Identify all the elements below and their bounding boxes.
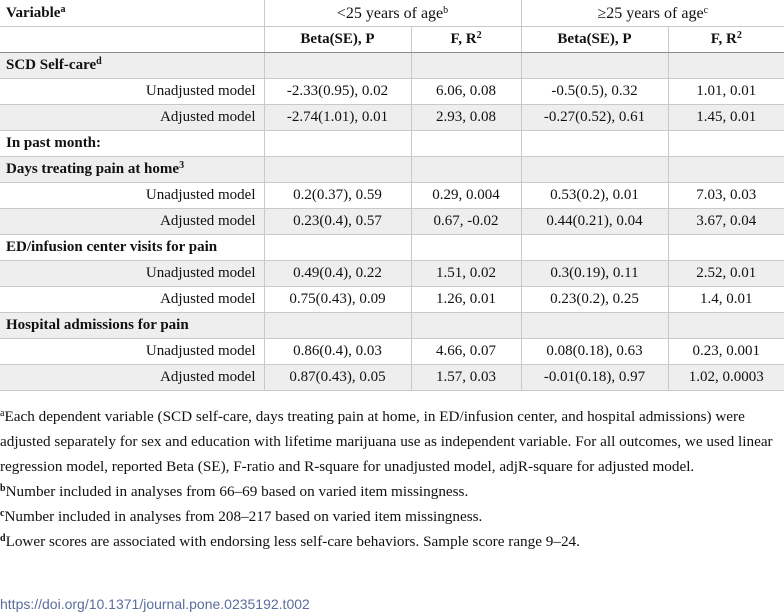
f-over25-cell: 3.67, 0.04 bbox=[668, 209, 784, 235]
section-row bbox=[0, 157, 784, 183]
beta-under25-cell: 0.2(0.37), 0.59 bbox=[264, 183, 411, 209]
beta-over25-cell: 0.08(0.18), 0.63 bbox=[521, 339, 668, 365]
beta-under25-cell: 0.75(0.43), 0.09 bbox=[264, 287, 411, 313]
f-under25-cell: 1.51, 0.02 bbox=[411, 261, 521, 287]
f-over25-cell: 0.23, 0.001 bbox=[668, 339, 784, 365]
empty-cell bbox=[264, 157, 411, 183]
beta-over25-cell: 0.53(0.2), 0.01 bbox=[521, 183, 668, 209]
over25-group-header: ≥25 years of age$^c$ bbox=[521, 0, 784, 27]
beta-over25-cell: 0.3(0.19), 0.11 bbox=[521, 261, 668, 287]
beta-over25-cell: -0.01(0.18), 0.97 bbox=[521, 365, 668, 391]
empty-cell bbox=[668, 131, 784, 157]
empty-cell bbox=[521, 157, 668, 183]
section-title: SCD Self-care$^d$ bbox=[0, 53, 264, 79]
table-row bbox=[0, 79, 784, 105]
beta-under25-cell: 0.49(0.4), 0.22 bbox=[264, 261, 411, 287]
header-row-groups bbox=[0, 0, 784, 27]
f-over25-cell: 2.52, 0.01 bbox=[668, 261, 784, 287]
table-row bbox=[0, 261, 784, 287]
under25-group-header: <25 years of age$^b$ bbox=[264, 0, 521, 27]
beta-over25-cell: 0.44(0.21), 0.04 bbox=[521, 209, 668, 235]
table-row bbox=[0, 339, 784, 365]
table-row bbox=[0, 287, 784, 313]
empty-cell bbox=[668, 53, 784, 79]
footnote-marker: d bbox=[0, 533, 6, 544]
f-over25-cell: 1.45, 0.01 bbox=[668, 105, 784, 131]
footnote-marker: b bbox=[0, 483, 6, 494]
f-over25-cell: 7.03, 0.03 bbox=[668, 183, 784, 209]
footnotes bbox=[0, 404, 784, 554]
empty-cell bbox=[668, 235, 784, 261]
beta-under25-cell: -2.33(0.95), 0.02 bbox=[264, 79, 411, 105]
footnote bbox=[0, 529, 784, 554]
footnote bbox=[0, 479, 784, 504]
section-title: Hospital admissions for pain bbox=[0, 313, 264, 339]
empty-cell bbox=[521, 313, 668, 339]
empty-cell bbox=[521, 235, 668, 261]
f-header-over25: F, $R^2$ bbox=[668, 27, 784, 53]
section-title: In past month: bbox=[0, 131, 264, 157]
model-label: Unadjusted model bbox=[0, 183, 264, 209]
empty-cell bbox=[264, 131, 411, 157]
f-under25-cell: 4.66, 0.07 bbox=[411, 339, 521, 365]
model-label: Unadjusted model bbox=[0, 79, 264, 105]
beta-over25-cell: -0.27(0.52), 0.61 bbox=[521, 105, 668, 131]
header-row-columns bbox=[0, 27, 784, 53]
f-under25-cell: 2.93, 0.08 bbox=[411, 105, 521, 131]
footnote-marker: a bbox=[0, 408, 5, 419]
empty-cell bbox=[264, 235, 411, 261]
f-over25-cell: 1.4, 0.01 bbox=[668, 287, 784, 313]
empty-cell bbox=[411, 131, 521, 157]
footnote-text: Each dependent variable (SCD self-care, days treating pain at home, in ED/infusion center, and hospital admissions) were adjusted separately for sex and education with lifetime marijuana use as independent variable. For all outcomes, we used linear regression model, reported Beta (SE), F-ratio and R-square for unadjusted model, adjR-square for adjusted model. bbox=[0, 408, 773, 475]
model-label: Adjusted model bbox=[0, 287, 264, 313]
section-row bbox=[0, 131, 784, 157]
footnote-marker: c bbox=[0, 508, 5, 519]
f-header-under25: F, $R^2$ bbox=[411, 27, 521, 53]
empty-cell bbox=[411, 53, 521, 79]
empty-cell bbox=[668, 157, 784, 183]
footnote bbox=[0, 404, 784, 479]
model-label: Unadjusted model bbox=[0, 261, 264, 287]
empty-cell bbox=[411, 157, 521, 183]
model-label: Adjusted model bbox=[0, 365, 264, 391]
table-row bbox=[0, 183, 784, 209]
section-title: ED/infusion center visits for pain bbox=[0, 235, 264, 261]
empty-cell bbox=[264, 313, 411, 339]
f-under25-cell: 1.26, 0.01 bbox=[411, 287, 521, 313]
empty-cell bbox=[264, 53, 411, 79]
f-under25-cell: 0.67, -0.02 bbox=[411, 209, 521, 235]
table-row bbox=[0, 209, 784, 235]
beta-over25-cell: -0.5(0.5), 0.32 bbox=[521, 79, 668, 105]
f-under25-cell: 1.57, 0.03 bbox=[411, 365, 521, 391]
empty-header-cell bbox=[0, 27, 264, 53]
beta-header-under25: Beta(SE), P bbox=[264, 27, 411, 53]
variable-header: Variable$^a$ bbox=[0, 0, 264, 27]
f-under25-cell: 6.06, 0.08 bbox=[411, 79, 521, 105]
model-label: Unadjusted model bbox=[0, 339, 264, 365]
model-label: Adjusted model bbox=[0, 105, 264, 131]
f-over25-cell: 1.01, 0.01 bbox=[668, 79, 784, 105]
model-label: Adjusted model bbox=[0, 209, 264, 235]
section-row bbox=[0, 53, 784, 79]
beta-under25-cell: -2.74(1.01), 0.01 bbox=[264, 105, 411, 131]
beta-header-over25: Beta(SE), P bbox=[521, 27, 668, 53]
footnote-text: Lower scores are associated with endorsing less self-care behaviors. Sample score range 9–24. bbox=[5, 533, 580, 550]
empty-cell bbox=[521, 131, 668, 157]
table-row bbox=[0, 365, 784, 391]
footnote bbox=[0, 504, 784, 529]
doi-link[interactable]: https://doi.org/10.1371/journal.pone.0235192.t002 bbox=[0, 596, 310, 612]
empty-cell bbox=[521, 53, 668, 79]
table-row bbox=[0, 105, 784, 131]
footnote-text: Number included in analyses from 208–217 based on varied item missingness. bbox=[4, 508, 483, 525]
beta-under25-cell: 0.87(0.43), 0.05 bbox=[264, 365, 411, 391]
empty-cell bbox=[668, 313, 784, 339]
section-title: Days treating pain at home$^3$ bbox=[0, 157, 264, 183]
beta-over25-cell: 0.23(0.2), 0.25 bbox=[521, 287, 668, 313]
empty-cell bbox=[411, 235, 521, 261]
section-row bbox=[0, 313, 784, 339]
empty-cell bbox=[411, 313, 521, 339]
f-over25-cell: 1.02, 0.0003 bbox=[668, 365, 784, 391]
footnote-text: Number included in analyses from 66–69 based on varied item missingness. bbox=[5, 483, 469, 500]
beta-under25-cell: 0.23(0.4), 0.57 bbox=[264, 209, 411, 235]
section-row bbox=[0, 235, 784, 261]
f-under25-cell: 0.29, 0.004 bbox=[411, 183, 521, 209]
beta-under25-cell: 0.86(0.4), 0.03 bbox=[264, 339, 411, 365]
